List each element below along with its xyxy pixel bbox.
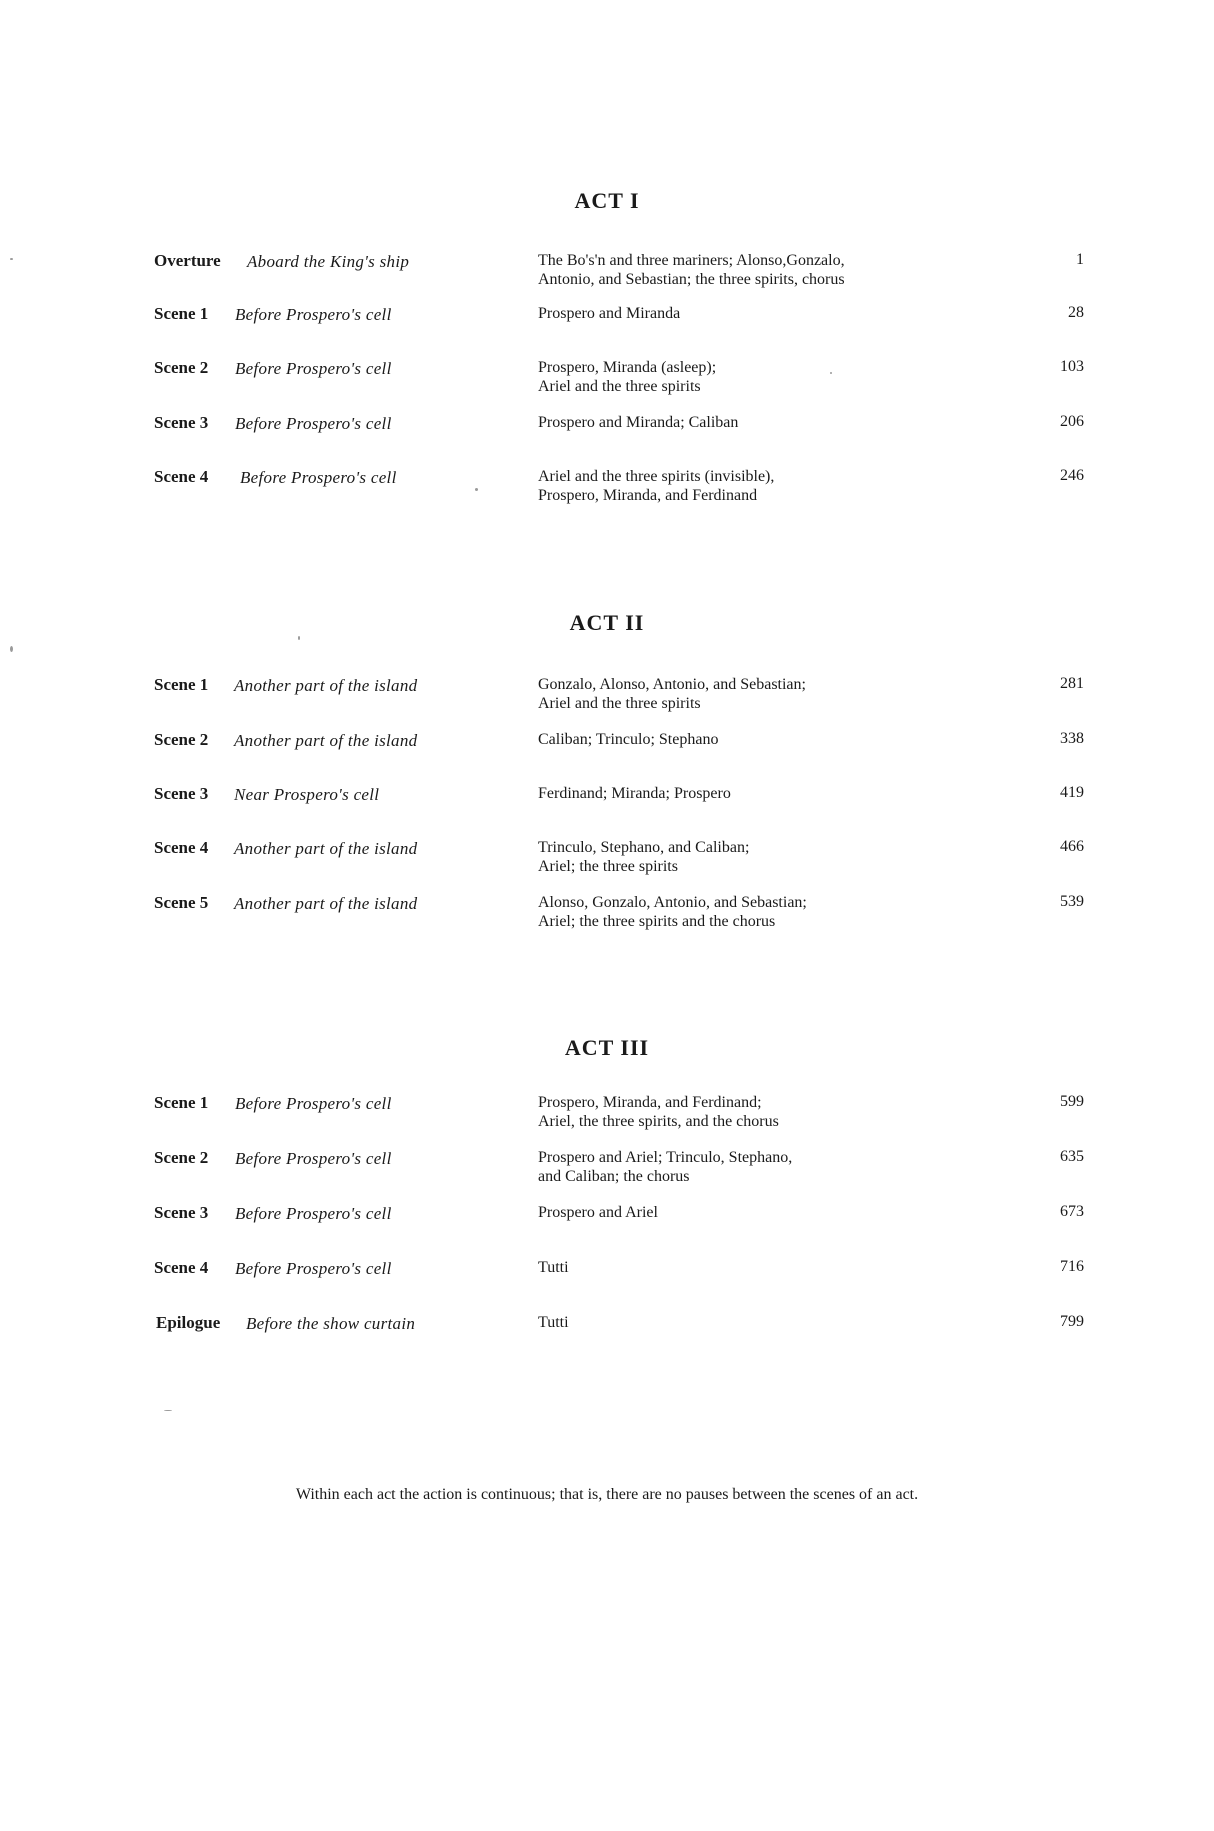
page-number: 466 xyxy=(1060,838,1084,855)
characters-line: Prospero and Miranda; Caliban xyxy=(538,414,739,431)
scene-setting: Before Prospero's cell xyxy=(240,468,397,487)
scene-label: Scene 4 xyxy=(154,1258,209,1277)
page-number: 281 xyxy=(1060,675,1084,692)
act-3-heading: ACT III xyxy=(564,1035,650,1060)
scene-label: Scene 2 xyxy=(154,730,209,749)
act-2-heading: ACT II xyxy=(569,610,645,635)
page-number: 419 xyxy=(1060,784,1084,801)
scene-setting: Another part of the island xyxy=(234,894,418,913)
scene-setting: Before Prospero's cell xyxy=(235,1259,392,1278)
act-3-epilogue-row xyxy=(154,1313,1084,1357)
page-number: 28 xyxy=(1068,304,1084,321)
scene-characters xyxy=(538,251,845,289)
characters-line: Trinculo, Stephano, and Caliban; xyxy=(538,839,750,856)
act-1-scene-2-row xyxy=(154,358,1084,402)
act-1-scene-1-row xyxy=(154,304,1084,348)
scene-label: Scene 1 xyxy=(154,304,209,323)
act-1-heading: ACT I xyxy=(574,188,640,213)
scene-label: Scene 5 xyxy=(154,893,209,912)
scene-characters xyxy=(538,467,774,505)
scene-setting: Another part of the island xyxy=(234,731,418,750)
scene-label: Scene 1 xyxy=(154,675,209,694)
scene-label: Scene 3 xyxy=(154,1203,209,1222)
act-1-scene-4-row xyxy=(154,467,1084,511)
scene-characters xyxy=(538,1093,779,1131)
page-number: 799 xyxy=(1060,1313,1084,1330)
act-2-scene-3-row xyxy=(154,784,1084,828)
act-1-overture-row xyxy=(154,251,1084,295)
scene-characters xyxy=(538,1313,569,1332)
page-number: 539 xyxy=(1060,893,1084,910)
scene-characters xyxy=(538,413,738,432)
act-2-scene-5-row xyxy=(154,893,1084,937)
scene-setting: Near Prospero's cell xyxy=(234,785,380,804)
act-3-scene-2-row xyxy=(154,1148,1084,1192)
act-3-scene-3-row xyxy=(154,1203,1084,1247)
page-number: 103 xyxy=(1060,358,1084,375)
page-number: 1 xyxy=(1076,251,1084,268)
scene-characters xyxy=(538,1258,569,1277)
characters-line: Ariel; the three spirits and the chorus xyxy=(538,913,776,930)
page-number: 338 xyxy=(1060,730,1084,747)
scene-label: Scene 2 xyxy=(154,1148,209,1167)
scene-characters xyxy=(538,358,716,396)
scene-characters xyxy=(538,838,749,876)
act-2-scene-2-row xyxy=(154,730,1084,774)
characters-line: Prospero, Miranda, and Ferdinand xyxy=(538,487,758,504)
scan-speck xyxy=(10,258,13,260)
scan-speck xyxy=(475,488,478,491)
scene-characters xyxy=(538,1203,658,1222)
scene-label: Overture xyxy=(154,251,221,270)
characters-line: Antonio, and Sebastian; the three spirits, chorus xyxy=(538,271,845,288)
scene-setting: Before Prospero's cell xyxy=(235,1204,392,1223)
characters-line: Ariel and the three spirits (invisible), xyxy=(538,468,775,485)
scene-label: Scene 1 xyxy=(154,1093,209,1112)
act-2-scene-1-row xyxy=(154,675,1084,719)
characters-line: Ariel, the three spirits, and the chorus xyxy=(538,1113,779,1130)
act-3-scene-4-row xyxy=(154,1258,1084,1302)
characters-line: The Bo's'n and three mariners; Alonso,Gonzalo, xyxy=(538,252,845,269)
footnote: Within each act the action is continuous; that is, there are no pauses between the scenes of an act. xyxy=(295,1486,919,1503)
scene-setting: Before Prospero's cell xyxy=(235,359,392,378)
characters-line: Ariel and the three spirits xyxy=(538,378,701,395)
characters-line: Ferdinand; Miranda; Prospero xyxy=(538,785,731,802)
characters-line: Tutti xyxy=(538,1259,569,1276)
characters-line: Tutti xyxy=(538,1314,569,1331)
scene-setting: Before the show curtain xyxy=(246,1314,416,1333)
page-number: 599 xyxy=(1060,1093,1084,1110)
characters-line: Prospero, Miranda (asleep); xyxy=(538,359,717,376)
scene-characters xyxy=(538,1148,792,1186)
scene-characters xyxy=(538,730,718,749)
page-number: 206 xyxy=(1060,413,1084,430)
characters-line: Caliban; Trinculo; Stephano xyxy=(538,731,719,748)
scene-setting: Another part of the island xyxy=(234,676,418,695)
scene-characters xyxy=(538,675,806,713)
scene-characters xyxy=(538,893,807,931)
scene-setting: Before Prospero's cell xyxy=(235,1094,392,1113)
characters-line: and Caliban; the chorus xyxy=(538,1168,690,1185)
scene-setting: Before Prospero's cell xyxy=(235,1149,392,1168)
characters-line: Prospero and Miranda xyxy=(538,305,681,322)
scene-label: Epilogue xyxy=(156,1313,221,1332)
scene-label: Scene 2 xyxy=(154,358,209,377)
scene-setting: Aboard the King's ship xyxy=(247,252,410,271)
characters-line: Prospero and Ariel; Trinculo, Stephano, xyxy=(538,1149,793,1166)
characters-line: Ariel and the three spirits xyxy=(538,695,701,712)
page-number: 716 xyxy=(1060,1258,1084,1275)
scene-characters xyxy=(538,784,731,803)
scan-speck xyxy=(164,1410,172,1411)
scan-speck xyxy=(10,646,13,652)
scene-setting: Before Prospero's cell xyxy=(235,414,392,433)
page-number: 673 xyxy=(1060,1203,1084,1220)
characters-line: Gonzalo, Alonso, Antonio, and Sebastian; xyxy=(538,676,806,693)
scene-setting: Another part of the island xyxy=(234,839,418,858)
characters-line: Ariel; the three spirits xyxy=(538,858,678,875)
act-2-scene-4-row xyxy=(154,838,1084,882)
scene-characters xyxy=(538,304,680,323)
act-1-scene-3-row xyxy=(154,413,1084,457)
scene-label: Scene 4 xyxy=(154,838,209,857)
scene-label: Scene 4 xyxy=(154,467,209,486)
characters-line: Prospero, Miranda, and Ferdinand; xyxy=(538,1094,762,1111)
characters-line: Alonso, Gonzalo, Antonio, and Sebastian; xyxy=(538,894,807,911)
page-number: 246 xyxy=(1060,467,1084,484)
page-number: 635 xyxy=(1060,1148,1084,1165)
scene-label: Scene 3 xyxy=(154,413,209,432)
scan-speck xyxy=(298,636,300,640)
act-3-scene-1-row xyxy=(154,1093,1084,1137)
characters-line: Prospero and Ariel xyxy=(538,1204,658,1221)
scan-speck xyxy=(830,372,832,374)
scene-label: Scene 3 xyxy=(154,784,209,803)
scene-setting: Before Prospero's cell xyxy=(235,305,392,324)
